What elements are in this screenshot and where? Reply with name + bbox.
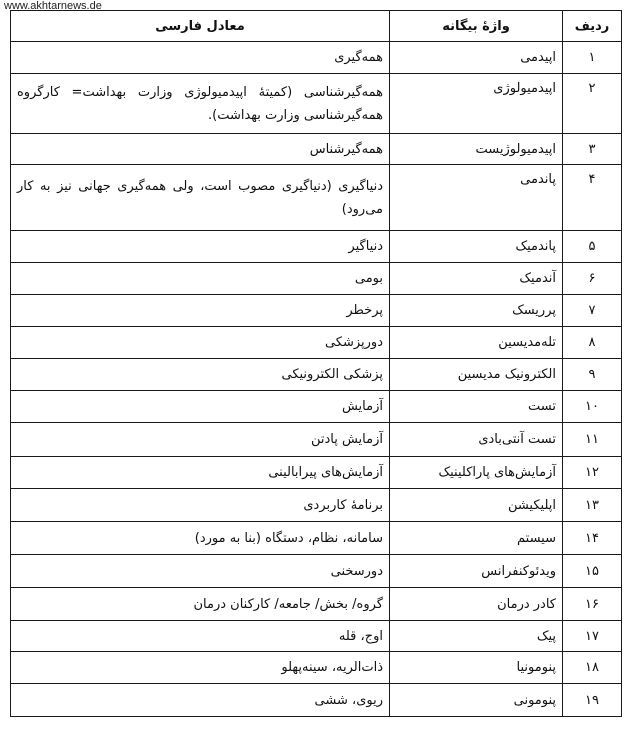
table-row — [11, 457, 622, 489]
foreign-term: پیک — [390, 621, 563, 652]
persian-equivalent: اوج، قله — [11, 621, 390, 652]
persian-equivalent: گروه/ بخش/ جامعه/ کارکنان درمان — [11, 588, 390, 621]
table-row — [11, 489, 622, 522]
foreign-term: اپیدمی — [390, 42, 563, 74]
glossary-table — [10, 10, 622, 717]
table-row — [11, 134, 622, 165]
table-row — [11, 423, 622, 457]
row-number: ۱۱ — [563, 423, 622, 457]
foreign-term: پاندمیک — [390, 231, 563, 263]
persian-equivalent: ذات‌الریه، سینه‌پهلو — [11, 652, 390, 684]
table-row — [11, 327, 622, 359]
row-number: ۱ — [563, 42, 622, 74]
foreign-term: اپیدمیولوژی — [390, 74, 563, 134]
header-persian-equivalent: معادل فارسی — [11, 11, 390, 42]
table-row — [11, 522, 622, 555]
foreign-term: پنومونی — [390, 684, 563, 717]
row-number: ۱۲ — [563, 457, 622, 489]
persian-equivalent: همه‌گیرشناسی (کمیتۀ اپیدمیولوژی وزارت بهداشت= کارگروه همه‌گیرشناسی وزارت بهداشت). — [11, 74, 390, 134]
row-number: ۱۷ — [563, 621, 622, 652]
persian-equivalent: سامانه، نظام، دستگاه (بنا به مورد) — [11, 522, 390, 555]
row-number: ۱۵ — [563, 555, 622, 588]
row-number: ۵ — [563, 231, 622, 263]
row-number: ۱۰ — [563, 391, 622, 423]
table-row — [11, 555, 622, 588]
row-number: ۷ — [563, 295, 622, 327]
persian-equivalent: دنیاگیری (دنیاگیری مصوب است، ولی همه‌گیری جهانی نیز به کار می‌رود) — [11, 165, 390, 231]
persian-equivalent: همه‌گیری — [11, 42, 390, 74]
table-row — [11, 231, 622, 263]
header-foreign-word: واژۀ بیگانه — [390, 11, 563, 42]
foreign-term: اپیدمیولوژیست — [390, 134, 563, 165]
persian-equivalent: آزمایش پادتن — [11, 423, 390, 457]
foreign-term: اپلیکیشن — [390, 489, 563, 522]
header-number: ردیف — [563, 11, 622, 42]
persian-equivalent: دنیاگیر — [11, 231, 390, 263]
table-row — [11, 295, 622, 327]
foreign-term: آزمایش‌های پاراکلینیک — [390, 457, 563, 489]
foreign-term: پنومونیا — [390, 652, 563, 684]
source-watermark: www.akhtarnews.de — [4, 0, 102, 12]
row-number: ۳ — [563, 134, 622, 165]
table-header-row — [11, 11, 622, 42]
persian-equivalent: پزشکی الکترونیکی — [11, 359, 390, 391]
persian-equivalent: برنامۀ کاربردی — [11, 489, 390, 522]
table-row — [11, 621, 622, 652]
row-number: ۹ — [563, 359, 622, 391]
table-row — [11, 263, 622, 295]
persian-equivalent: ریوی، ششی — [11, 684, 390, 717]
table-row — [11, 652, 622, 684]
table-row — [11, 588, 622, 621]
row-number: ۸ — [563, 327, 622, 359]
table-row — [11, 359, 622, 391]
foreign-term: تست آنتی‌بادی — [390, 423, 563, 457]
foreign-term: سیستم — [390, 522, 563, 555]
row-number: ۱۳ — [563, 489, 622, 522]
row-number: ۴ — [563, 165, 622, 231]
row-number: ۲ — [563, 74, 622, 134]
persian-equivalent: دورسخنی — [11, 555, 390, 588]
persian-equivalent: آزمایش‌های پیرابالینی — [11, 457, 390, 489]
foreign-term: ویدئوکنفرانس — [390, 555, 563, 588]
persian-equivalent: همه‌گیرشناس — [11, 134, 390, 165]
persian-equivalent: بومی — [11, 263, 390, 295]
table-row — [11, 165, 622, 231]
table-row — [11, 684, 622, 717]
foreign-term: پاندمی — [390, 165, 563, 231]
row-number: ۱۴ — [563, 522, 622, 555]
table-row — [11, 391, 622, 423]
persian-equivalent: آزمایش — [11, 391, 390, 423]
foreign-term: الکترونیک مدیسین — [390, 359, 563, 391]
foreign-term: پرریسک — [390, 295, 563, 327]
row-number: ۱۸ — [563, 652, 622, 684]
foreign-term: کادر درمان — [390, 588, 563, 621]
foreign-term: تست — [390, 391, 563, 423]
row-number: ۱۶ — [563, 588, 622, 621]
table-row — [11, 74, 622, 134]
persian-equivalent: دورپزشکی — [11, 327, 390, 359]
foreign-term: تله‌مدیسین — [390, 327, 563, 359]
row-number: ۶ — [563, 263, 622, 295]
foreign-term: آندمیک — [390, 263, 563, 295]
persian-equivalent: پرخطر — [11, 295, 390, 327]
table-row — [11, 42, 622, 74]
row-number: ۱۹ — [563, 684, 622, 717]
